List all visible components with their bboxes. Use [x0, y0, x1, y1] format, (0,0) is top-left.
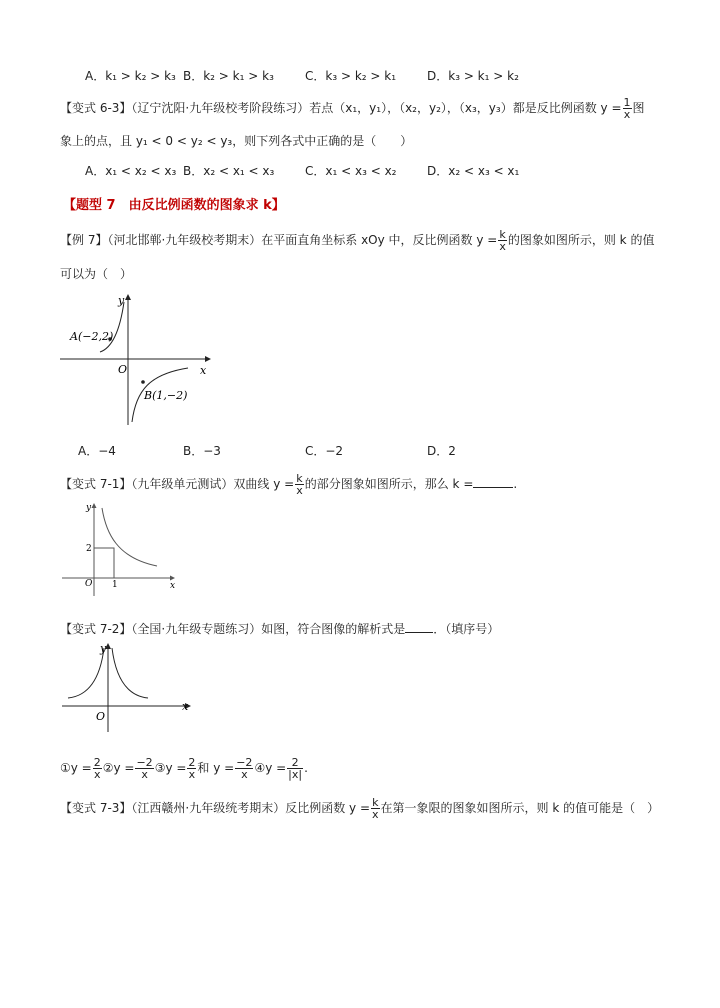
- y-label: y: [118, 294, 125, 307]
- variant-tag: 【变式 7-2】: [60, 622, 132, 636]
- hyperbola-branch-right: [112, 648, 148, 698]
- option-4-fraction: $\frac{2}{|x|}$: [288, 756, 303, 781]
- example-7-line2: 可以为（ ）: [60, 267, 133, 281]
- variant-7-2-line: 【变式 7-2】（全国·九年级专题练习）如图，符合图像的解析式是 ．（填序号）: [60, 622, 500, 636]
- variant-tag: 【变式 7-1】: [60, 477, 132, 491]
- variant-source: （辽宁沈阳·九年级校考阶段练习）: [131, 101, 310, 115]
- option-3b-fraction: $\frac{-2}{x}$: [236, 756, 253, 781]
- rectangle: [94, 548, 114, 578]
- topic-7-heading: 【题型 7 由反比例函数的图象求 k】: [63, 198, 285, 213]
- hyperbola-branch-left: [68, 648, 104, 698]
- variant-7-1-graph: [62, 498, 182, 598]
- hyperbola-branch: [102, 508, 157, 566]
- option-d: D．x₂ < x₃ < x₁: [427, 164, 520, 178]
- variant-tag: 【变式 7-3】: [60, 801, 132, 815]
- prev-option-b: B．k₂ > k₁ > k₃: [183, 69, 274, 83]
- option-1-fraction: $\frac{2}{x}$: [93, 756, 101, 781]
- option-3-fraction: $\frac{2}{x}$: [188, 756, 196, 781]
- prev-option-d: D．k₃ > k₁ > k₂: [427, 69, 519, 83]
- ex7-option-c: C．−2: [305, 444, 344, 458]
- option-3-mark: ③y =: [154, 761, 187, 775]
- fraction: $\frac{k}{x}$: [499, 228, 506, 253]
- option-a: A．x₁ < x₂ < x₃: [85, 164, 177, 178]
- option-3b-mark: 和 y =: [197, 761, 235, 775]
- tick-y-label: 2: [86, 544, 92, 554]
- variant-6-3-line1: 【变式 6-3】（辽宁沈阳·九年级校考阶段练习）若点（x₁，y₁），（x₂，y₂），（x₃，y₃）都是反比例函数 y = $\frac{1}{x}$ 图: [60, 96, 645, 121]
- origin-label: O: [118, 363, 128, 376]
- y-label: y: [86, 503, 92, 513]
- variant-tag: 【变式 6-3】: [60, 101, 132, 115]
- ex7-option-b: B．−3: [183, 444, 221, 458]
- option-c: C．x₁ < x₃ < x₂: [305, 164, 397, 178]
- answer-blank[interactable]: [405, 622, 433, 633]
- variant-7-2-options: ①y = $\frac{2}{x}$ ②y = $\frac{-2}{x}$ ③y = $\frac{2}{x}$ 和 y = $\frac{-2}{x}$ ④y = $\frac{2}{|x|}$ .: [60, 756, 308, 781]
- variant-7-1-line: 【变式 7-1】（九年级单元测试）双曲线 y = $\frac{k}{x}$ 的部分图象如图所示，那么 k = .: [60, 472, 518, 497]
- option-b: B．x₂ < x₁ < x₃: [183, 164, 275, 178]
- ex7-option-a: A．−4: [78, 444, 116, 458]
- origin-label: O: [96, 710, 106, 723]
- x-label: x: [182, 700, 189, 713]
- prev-option-a: A．k₁ > k₂ > k₃: [85, 69, 176, 83]
- point-b: [141, 380, 145, 384]
- option-1-mark: ①y =: [60, 761, 92, 775]
- hyperbola-branch-q2: [100, 302, 124, 352]
- x-label: x: [170, 581, 176, 591]
- example-7-line1: 【例 7】（河北邯郸·九年级校考期末）在平面直角坐标系 xOy 中，反比例函数 y = $\frac{k}{x}$ 的图象如图所示，则 k 的值: [60, 228, 655, 253]
- option-2-fraction: $\frac{-2}{x}$: [136, 756, 153, 781]
- point-b-label: B(1,−2): [144, 389, 188, 402]
- origin-label: O: [85, 579, 93, 589]
- y-label: y: [100, 642, 107, 655]
- variant-text: 若点（x₁，y₁），（x₂，y₂），（x₃，y₃）都是反比例函数 y =: [309, 101, 622, 115]
- fraction: $\frac{k}{x}$: [372, 796, 379, 821]
- variant-7-3-line: 【变式 7-3】（江西赣州·九年级统考期末）反比例函数 y = $\frac{k}{x}$ 在第一象限的图象如图所示，则 k 的值可能是（ ）: [60, 796, 660, 821]
- variant-7-2-graph: [60, 640, 200, 735]
- example-tag: 【例 7】: [60, 233, 108, 247]
- point-a-label: A(−2,2): [70, 330, 114, 343]
- fraction: $\frac{1}{x}$: [623, 96, 631, 121]
- x-label: x: [200, 364, 207, 377]
- prev-option-c: C．k₃ > k₂ > k₁: [305, 69, 397, 83]
- ex7-option-d: D．2: [427, 444, 456, 458]
- tick-x-label: 1: [112, 580, 118, 590]
- option-2-mark: ②y =: [102, 761, 135, 775]
- variant-6-3-line2: 象上的点，且 y₁ < 0 < y₂ < y₃，则下列各式中正确的是（ ）: [60, 134, 413, 148]
- example-7-graph: [60, 290, 220, 430]
- fraction: $\frac{k}{x}$: [296, 472, 303, 497]
- option-4-mark: ④y =: [254, 761, 287, 775]
- answer-blank[interactable]: [473, 477, 513, 488]
